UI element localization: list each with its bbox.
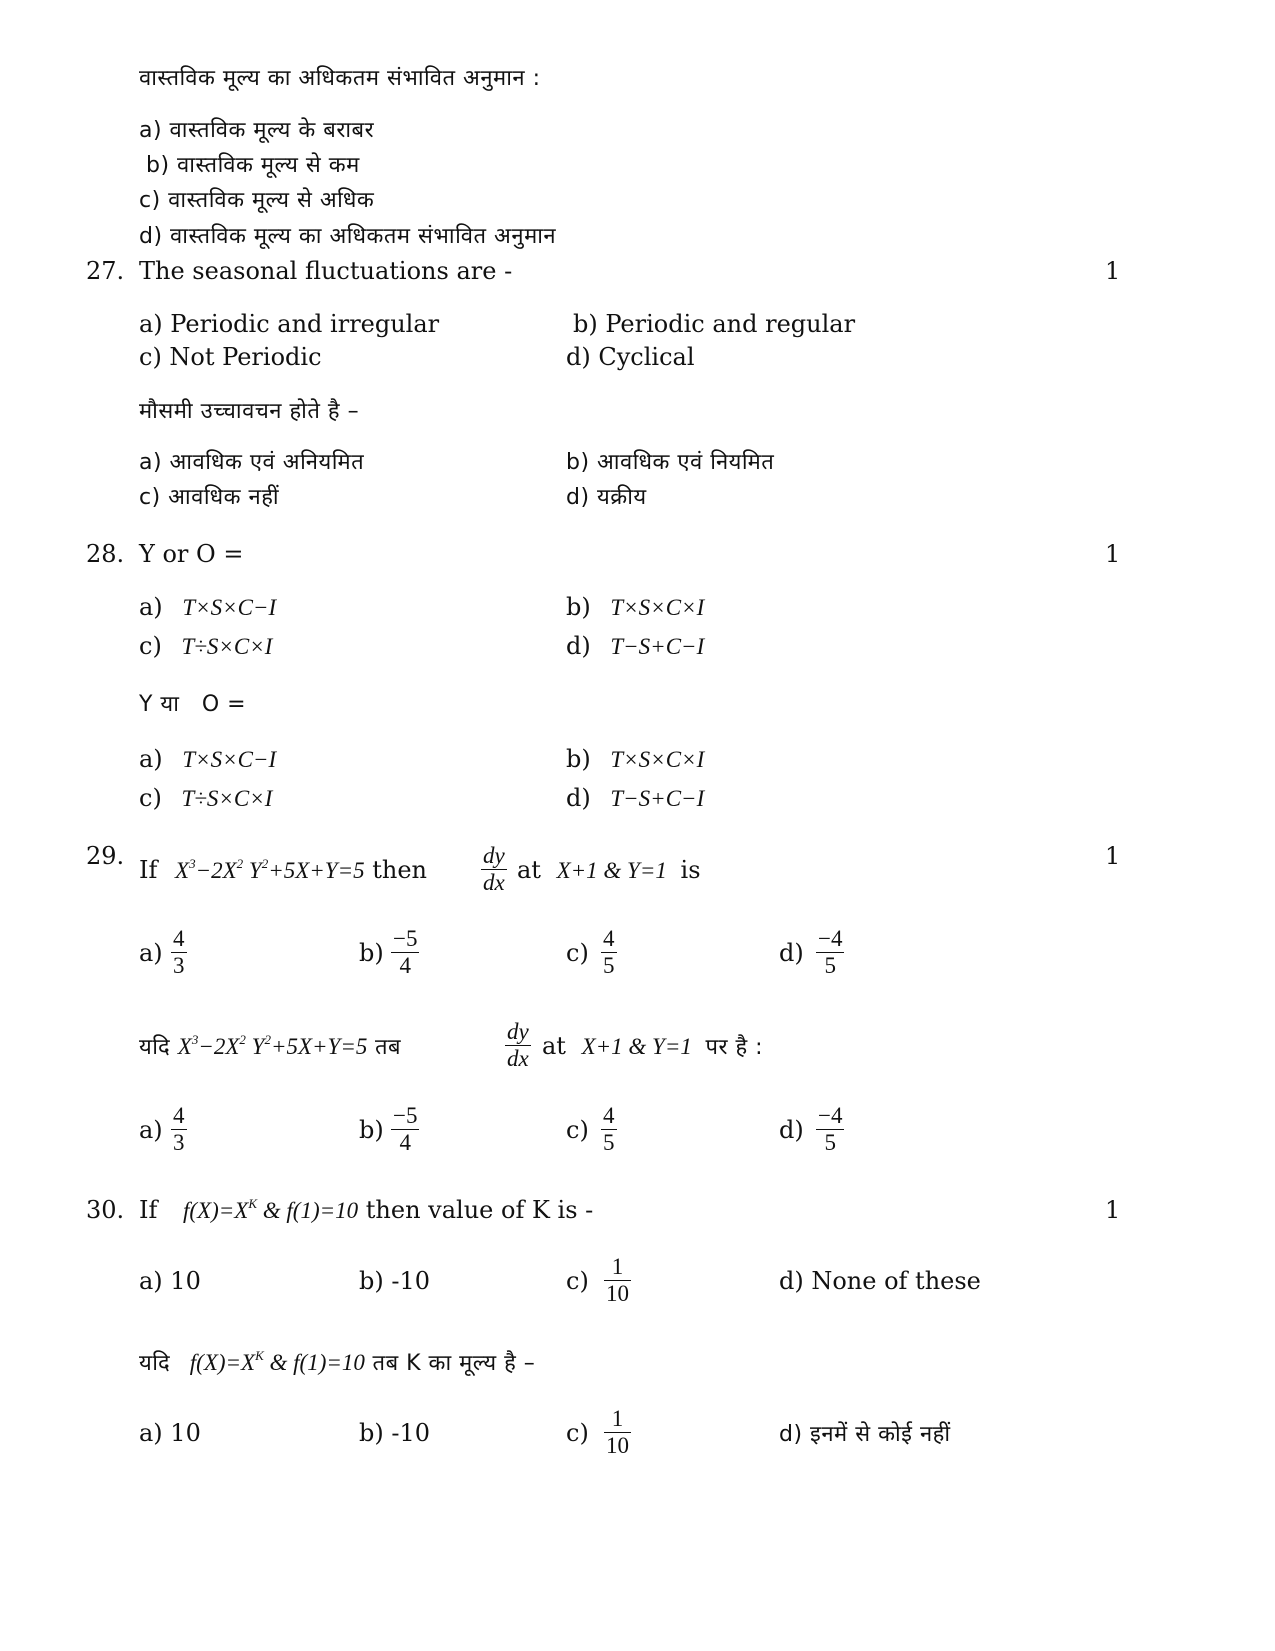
then-text: then value of K is - [365,1196,594,1224]
q27-hi-option-c: c) आवधिक नहीं [139,485,280,510]
q28-marks: 1 [1105,540,1121,568]
q28-option-b [566,592,704,623]
numerator: 1 [604,1406,631,1433]
option-label: a) [139,745,163,773]
numerator: 4 [173,1103,185,1128]
numerator: 1 [604,1254,631,1281]
q29-hi-option-c-label: c) [566,1116,589,1144]
if-word: If [139,856,158,884]
q30-number: 30. [86,1196,125,1224]
function-term: & f(1)=10 [257,1198,359,1223]
q29-question [139,855,427,886]
is-word: is [680,856,701,884]
numerator: 4 [173,926,185,951]
derivative-denominator: dx [507,1046,529,1071]
option-label: c) [139,784,162,812]
eq-exponent: 2 [264,1032,271,1047]
q29-hi-option-d-fraction [816,1103,844,1156]
option-label: c) [139,632,162,660]
q29-hi-option-a-fraction [171,1103,187,1156]
eq-term: Y [243,858,262,883]
q30-hindi-question [139,1347,535,1379]
eq-term: X [175,858,190,883]
numerator: 4 [603,1103,615,1128]
option-text: d) इनमें से कोई नहीं [779,1422,951,1447]
numerator: −5 [393,926,418,951]
function-exponent: K [255,1348,264,1363]
eq-term: −2X [198,1034,240,1059]
q29-option-d-label: d) [779,939,804,967]
q29-hi-option-b-label: b) [359,1116,384,1144]
derivative-fraction [481,843,507,896]
if-word: If [139,1196,158,1224]
q30-option-c-label: c) [566,1267,589,1295]
eq-exponent: 2 [236,856,244,871]
denominator: 10 [606,1433,629,1458]
q28-option-c [139,631,272,662]
q29-option-d-fraction [816,926,844,979]
q29-hindi-condition [542,1031,763,1063]
q26-hi-option-d: d) वास्तविक मूल्य का अधिकतम संभावित अनुमान [139,224,557,249]
denominator: 5 [824,1130,836,1155]
q30-hi-option-c-label: c) [566,1419,589,1447]
denominator: 3 [173,953,185,978]
eq-exponent: 2 [261,856,269,871]
q29-hi-option-b-fraction [391,1103,419,1156]
q30-option-d: d) None of these [779,1267,981,1295]
q27-option-a: a) Periodic and irregular [139,310,440,338]
q30-hi-option-c-fraction [604,1406,631,1459]
denominator: 5 [603,1130,615,1155]
then-word: then [372,856,428,884]
q27-hi-option-a: a) आवधिक एवं अनियमित [139,450,365,475]
q28-hi-option-b [566,744,704,775]
q27-hindi-question: मौसमी उच्चावचन होते है – [139,399,360,424]
q29-option-c-label: c) [566,939,589,967]
at-word: at [542,1032,566,1060]
q26-hindi-question: वास्तविक मूल्य का अधिकतम संभावित अनुमान : [139,66,541,91]
q29-hindi-question [139,1031,401,1063]
q27-marks: 1 [1105,257,1121,285]
q28-option-d [566,631,704,662]
q29-condition [517,855,701,886]
at-word: at [517,856,541,884]
derivative-fraction-hindi [505,1019,531,1072]
q30-marks: 1 [1105,1196,1121,1224]
equation [175,858,365,883]
then-text: तब K का मूल्य है – [372,1351,536,1376]
then-word: तब [375,1035,402,1060]
function-term: f(X)=X [183,1198,249,1223]
option-label: b) [566,593,591,621]
option-formula: T×S×C×I [610,595,705,620]
q29-option-a-label: a) [139,939,163,967]
q27-number: 27. [86,257,125,285]
q29-number: 29. [86,842,125,870]
option-label: a) [139,593,163,621]
derivative-numerator: dy [507,1019,529,1044]
eq-term: +5X+Y=5 [270,1034,368,1059]
numerator: −5 [393,1103,418,1128]
eq-exponent: 2 [239,1032,246,1047]
q29-marks: 1 [1105,842,1121,870]
q29-option-a-fraction [171,926,187,979]
q27-option-b: b) Periodic and regular [573,310,856,338]
derivative-denominator: dx [483,870,505,895]
is-word: पर है : [705,1035,764,1060]
q30-option-b: b) -10 [359,1267,431,1295]
q28-number: 28. [86,540,125,568]
q28-option-a [139,592,276,623]
q28-hi-option-c [139,783,272,814]
q27-option-c: c) Not Periodic [139,343,322,371]
denominator: 5 [603,953,615,978]
equation [178,1034,368,1059]
numerator: −4 [818,926,843,951]
option-formula: T÷S×C×I [181,786,273,811]
numerator: 4 [603,926,615,951]
q30-hi-option-a: a) 10 [139,1419,201,1447]
q30-hi-option-d [779,1418,951,1450]
if-word: यदि [139,1351,171,1376]
q27-hi-option-d: d) यक्रीय [566,485,647,510]
option-formula: T−S+C−I [610,634,705,659]
q30-hi-option-b: b) -10 [359,1419,431,1447]
eq-term: X [177,1034,192,1059]
q30-option-a: a) 10 [139,1267,201,1295]
q29-hi-option-c-fraction [601,1103,617,1156]
condition-formula: X+1 & Y=1 [556,858,667,883]
denominator: 4 [399,953,411,978]
function-formula [183,1198,358,1223]
function-term: f(X)=X [189,1350,256,1375]
q29-hi-option-a-label: a) [139,1116,163,1144]
option-label: b) [566,745,591,773]
q29-option-b-label: b) [359,939,384,967]
denominator: 5 [824,953,836,978]
option-label: d) [566,632,591,660]
q30-question [139,1195,593,1226]
q29-hi-option-d-label: d) [779,1116,804,1144]
q28-hindi-question: Y या O = [139,692,247,717]
q28-hi-option-a [139,744,276,775]
q26-hi-option-b: b) वास्तविक मूल्य से कम [146,153,360,178]
option-label: d) [566,784,591,812]
option-formula: T−S+C−I [610,786,705,811]
option-formula: T×S×C−I [182,747,277,772]
q26-hi-option-a: a) वास्तविक मूल्य के बराबर [139,118,375,143]
q26-hi-option-c: c) वास्तविक मूल्य से अधिक [139,188,375,213]
q27-question: The seasonal fluctuations are - [139,257,513,285]
q28-hi-option-d [566,783,704,814]
option-formula: T×S×C×I [610,747,705,772]
eq-exponent: 3 [191,1032,199,1047]
q29-option-c-fraction [601,926,617,979]
eq-term: Y [245,1034,265,1059]
eq-term: −2X [195,858,237,883]
function-exponent: K [248,1196,258,1211]
numerator: −4 [818,1103,843,1128]
function-formula [190,1350,365,1375]
derivative-numerator: dy [483,843,505,868]
denominator: 3 [173,1130,185,1155]
function-term: & f(1)=10 [263,1350,365,1375]
q29-option-b-fraction [391,926,419,979]
q28-question: Y or O = [139,540,244,568]
eq-term: +5X+Y=5 [268,858,365,883]
option-formula: T÷S×C×I [181,634,273,659]
condition-formula: X+1 & Y=1 [581,1034,692,1059]
q27-hi-option-b: b) आवधिक एवं नियमित [566,450,775,475]
eq-exponent: 3 [189,856,196,871]
q27-option-d: d) Cyclical [566,343,695,371]
denominator: 10 [606,1281,629,1306]
if-word: यदि [139,1035,171,1060]
option-formula: T×S×C−I [182,595,277,620]
q30-option-c-fraction [604,1254,631,1307]
denominator: 4 [399,1130,411,1155]
